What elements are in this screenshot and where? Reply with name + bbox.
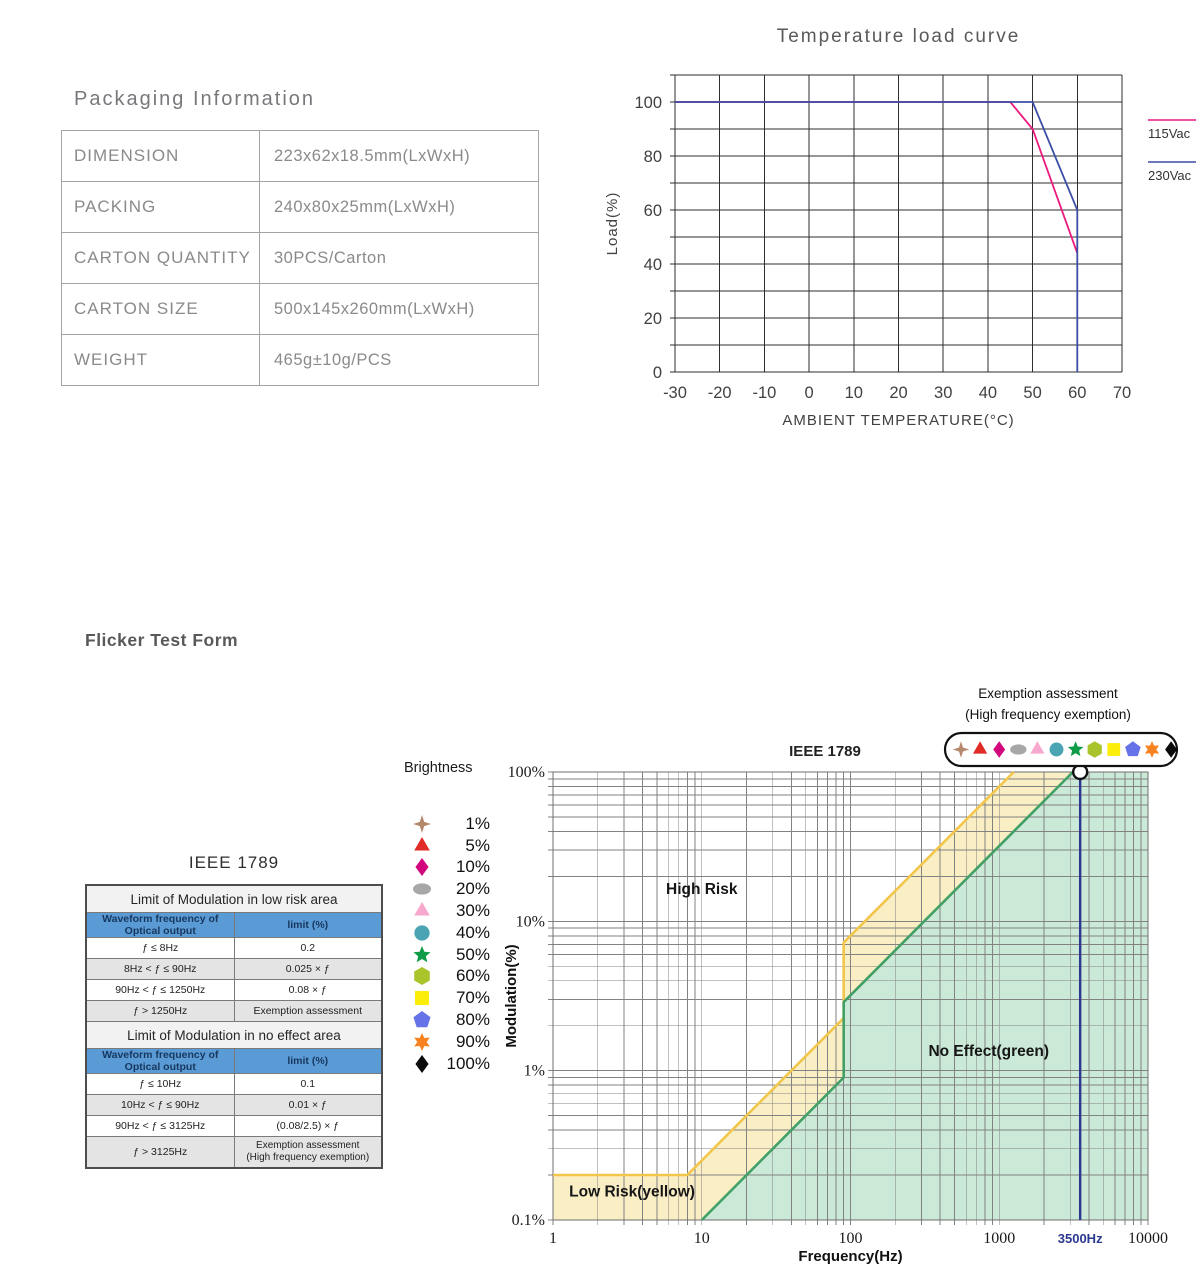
brightness-marker: [412, 923, 432, 943]
brightness-legend-item: [398, 1009, 510, 1031]
hexagon-marker-icon: [414, 967, 430, 985]
circle-marker-icon: [1050, 743, 1064, 757]
packaging-label-cell: CARTON SIZE: [62, 284, 260, 335]
flicker-test-form-title: Flicker Test Form: [85, 630, 239, 650]
temp-x-tick: -10: [752, 384, 777, 402]
brightness-legend-title: Brightness: [404, 760, 473, 776]
brightness-legend-item: [398, 835, 510, 857]
temp-x-tick: 70: [1112, 384, 1132, 402]
flicker-y-tick: 10%: [515, 913, 545, 931]
ieee-table-row: [86, 980, 382, 1001]
packaging-value-cell: 30PCS/Carton: [260, 233, 539, 284]
brightness-marker: [412, 945, 432, 965]
packaging-label-cell: PACKING: [62, 182, 260, 233]
region-label-Low Risk(yellow): Low Risk(yellow): [569, 1183, 695, 1201]
ieee-table-row: [86, 1137, 382, 1169]
ieee-header-row: [86, 913, 382, 938]
ieee-table-cell: ƒ ≤ 8Hz: [86, 938, 234, 959]
diamond-marker-icon: [415, 1055, 428, 1073]
brightness-legend-label: 10%: [455, 857, 490, 877]
ieee-table-cell: 0.01 × ƒ: [234, 1095, 382, 1116]
flicker-y-tick: 100%: [507, 764, 545, 781]
ieee-table-cell: 0.1: [234, 1074, 382, 1095]
brightness-legend-label: 50%: [455, 944, 490, 964]
ieee-table-cell: 0.025 × ƒ: [234, 959, 382, 980]
ieee-table-row: [86, 938, 382, 959]
ieee-section-title-row: [86, 1022, 382, 1049]
ieee-table-cell: ƒ > 3125Hz: [86, 1137, 234, 1169]
pentagon-marker-icon: [413, 1011, 430, 1027]
circle-marker-icon: [414, 925, 429, 940]
temp-x-tick: 50: [1023, 384, 1042, 402]
ieee-section-title: Limit of Modulation in low risk area: [86, 885, 382, 913]
brightness-marker: [412, 901, 432, 921]
brightness-legend-item: [398, 966, 510, 988]
ieee-table-row: [86, 1116, 382, 1137]
temp-x-tick: 30: [934, 384, 953, 402]
ieee-table-cell: Exemption assessment: [234, 1001, 382, 1022]
flicker-x-tick: 100: [838, 1230, 863, 1247]
brightness-legend-label: 20%: [455, 879, 490, 899]
ieee-table-cell: 10Hz < ƒ ≤ 90Hz: [86, 1095, 234, 1116]
square-marker-icon: [415, 991, 429, 1005]
brightness-legend-label: 60%: [455, 966, 490, 986]
brightness-marker: [412, 966, 432, 986]
square-marker-icon: [1107, 743, 1120, 756]
flicker-chart-title: IEEE 1789: [789, 743, 861, 760]
ieee-1789-flicker-chart: [495, 680, 1200, 1271]
ieee-table-cell: ƒ > 1250Hz: [86, 1001, 234, 1022]
ieee-table-row: [86, 959, 382, 980]
flicker-x-tick: 10: [693, 1230, 710, 1247]
packaging-table-row: [62, 233, 539, 284]
temp-y-tick: 100: [634, 94, 662, 112]
temp-y-tick: 60: [643, 202, 662, 220]
brightness-legend-item: [398, 900, 510, 922]
ieee-column-header: limit (%): [234, 913, 382, 938]
triangle-marker-icon: [414, 902, 430, 916]
ieee-column-header: limit (%): [234, 1049, 382, 1074]
temp-x-tick: 10: [844, 384, 863, 402]
temperature-load-curve-chart: [560, 10, 1200, 450]
ieee-table-cell: (0.08/2.5) × ƒ: [234, 1116, 382, 1137]
brightness-marker: [412, 1010, 432, 1030]
brightness-legend-item: [398, 1031, 510, 1053]
packaging-label-cell: CARTON QUANTITY: [62, 233, 260, 284]
temp-x-axis-label: AMBIENT TEMPERATURE(°C): [782, 412, 1015, 429]
packaging-value-cell: 465g±10g/PCS: [260, 335, 539, 386]
temp-x-tick: 60: [1068, 384, 1087, 402]
brightness-marker: [412, 1032, 432, 1052]
exemption-note-line1: Exemption assessment: [978, 686, 1118, 701]
brightness-legend-label: 30%: [455, 901, 490, 921]
ieee-cell-line: (High frequency exemption): [246, 1152, 370, 1163]
brightness-legend-items: [398, 813, 510, 1075]
ieee-column-header: Waveform frequency of Optical output: [86, 913, 234, 938]
packaging-information-title: Packaging Information: [74, 88, 316, 110]
brightness-legend-label: 40%: [455, 922, 490, 942]
brightness-legend-label: 70%: [455, 988, 490, 1008]
flicker-x-tick: 10000: [1128, 1230, 1168, 1247]
ieee-table-row: [86, 1001, 382, 1022]
temp-x-tick: 0: [804, 384, 814, 402]
ieee-cell-line: Exemption assessment: [256, 1139, 360, 1151]
brightness-legend-item: [398, 1053, 510, 1075]
triangle-marker-icon: [414, 837, 430, 851]
ieee-table-cell: [234, 1137, 382, 1169]
brightness-legend-item: [398, 944, 510, 966]
brightness-legend-item: [398, 922, 510, 944]
ellipse-marker-icon: [413, 884, 431, 895]
flicker-y-tick: 0.1%: [511, 1212, 545, 1229]
packaging-table-row: [62, 284, 539, 335]
packaging-label-cell: WEIGHT: [62, 335, 260, 386]
packaging-label-cell: DIMENSION: [62, 131, 260, 182]
legend-label-115Vac: 115Vac: [1148, 126, 1191, 141]
packaging-value-cell: 223x62x18.5mm(LxWxH): [260, 131, 539, 182]
temp-chart-title: Temperature load curve: [776, 26, 1021, 47]
packaging-table-row: [62, 182, 539, 233]
brightness-legend-label: 90%: [455, 1031, 490, 1051]
brightness-legend-item: [398, 857, 510, 879]
flicker-y-tick: 1%: [523, 1062, 545, 1080]
brightness-marker: [412, 836, 432, 856]
temp-y-tick: 40: [643, 256, 662, 274]
ellipse-marker-icon: [1010, 744, 1026, 754]
brightness-legend-label: 80%: [455, 1010, 490, 1030]
ieee-column-header: Waveform frequency of Optical output: [86, 1049, 234, 1074]
temp-x-tick: -20: [707, 384, 732, 402]
flicker-x-tick: 1000: [983, 1230, 1016, 1247]
brightness-legend-label: 1%: [465, 813, 490, 833]
exemption-note-line2: (High frequency exemption): [965, 707, 1131, 722]
temp-y-axis-label: Load(%): [604, 191, 621, 256]
diamond-marker-icon: [415, 858, 428, 876]
packaging-table: [61, 130, 539, 386]
brightness-marker: [412, 879, 432, 899]
brightness-legend-item: [398, 878, 510, 900]
brightness-legend-label: 100%: [446, 1053, 490, 1073]
temp-y-tick: 0: [652, 364, 662, 382]
brightness-marker: [412, 814, 432, 834]
ieee-table-row: [86, 1074, 382, 1095]
ieee-table-cell: 0.2: [234, 938, 382, 959]
brightness-legend-label: 5%: [465, 835, 490, 855]
ieee-table-cell: 0.08 × ƒ: [234, 980, 382, 1001]
flicker-x-axis-label: Frequency(Hz): [798, 1248, 903, 1265]
flicker-x-tick-3500hz: 3500Hz: [1057, 1231, 1103, 1246]
brightness-marker: [412, 1054, 432, 1074]
ieee-1789-table-title: IEEE 1789: [188, 853, 280, 872]
ieee-header-row: [86, 1049, 382, 1074]
temp-x-tick: 20: [889, 384, 908, 402]
ieee-section-title: Limit of Modulation in no effect area: [86, 1022, 382, 1049]
star4-marker-icon: [413, 815, 431, 833]
flicker-x-tick: 1: [549, 1230, 557, 1247]
series-line-115Vac: [675, 102, 1077, 253]
brightness-legend-item: [398, 813, 510, 835]
brightness-marker: [412, 988, 432, 1008]
ieee-table-cell: 90Hz < ƒ ≤ 3125Hz: [86, 1116, 234, 1137]
ieee-table-row: [86, 1095, 382, 1116]
brightness-legend: [398, 760, 510, 1075]
temp-x-tick: -30: [663, 384, 687, 402]
ieee-table-cell: ƒ ≤ 10Hz: [86, 1074, 234, 1095]
brightness-marker: [412, 857, 432, 877]
star5-marker-icon: [413, 946, 430, 962]
ieee-table-cell: 8Hz < ƒ ≤ 90Hz: [86, 959, 234, 980]
temp-chart-legend: [1148, 120, 1196, 183]
temp-y-tick: 20: [643, 310, 662, 328]
packaging-table-row: [62, 131, 539, 182]
star6-marker-icon: [414, 1033, 430, 1051]
brightness-legend-item: [398, 987, 510, 1009]
temp-x-tick: 40: [978, 384, 998, 402]
legend-label-230Vac: 230Vac: [1148, 168, 1192, 183]
packaging-value-cell: 240x80x25mm(LxWxH): [260, 182, 539, 233]
packaging-table-row: [62, 335, 539, 386]
ieee-section-title-row: [86, 885, 382, 913]
temp-chart-grid: [670, 75, 1122, 372]
ieee-1789-limits-table: [85, 884, 383, 1169]
region-label-High Risk: High Risk: [666, 880, 738, 898]
region-label-No Effect(green): No Effect(green): [928, 1043, 1050, 1061]
temp-y-tick: 80: [643, 148, 662, 166]
flicker-y-axis-label: Modulation(%): [503, 944, 520, 1048]
ieee-table-cell: 90Hz < ƒ ≤ 1250Hz: [86, 980, 234, 1001]
packaging-value-cell: 500x145x260mm(LxWxH): [260, 284, 539, 335]
